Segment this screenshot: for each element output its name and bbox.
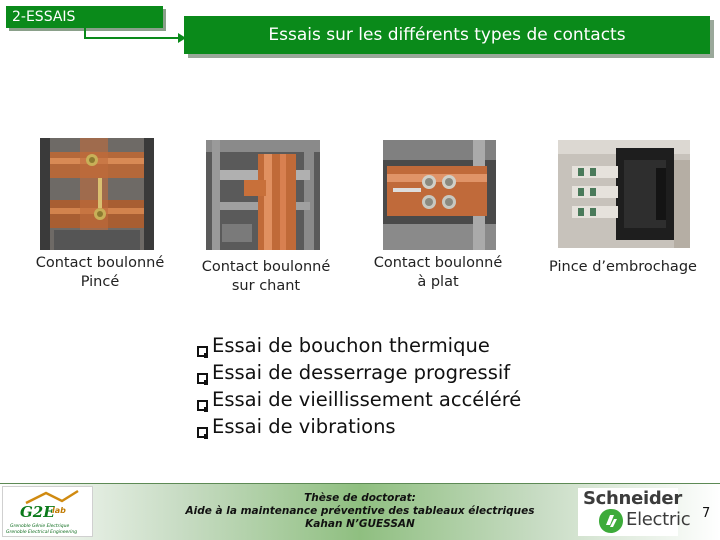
photo-contact-a-plat [383,140,496,250]
g2e-logo-tagline: Grenoble Electrical Engineering [6,530,78,535]
thesis-credit [170,492,550,531]
caption-contact-a-plat [360,254,516,292]
slide-title: Essais sur les différents types de contacts [184,16,710,54]
checkbox-bullet-icon [196,339,209,353]
checkbox-bullet-icon [196,420,209,434]
caption-line: Pince d’embrochage [549,259,697,275]
caption-line: Contact boulonné [201,259,331,275]
list-item-text: Essai de desserrage progressif [212,361,511,384]
caption-contact-sur-chant [188,258,344,296]
g2e-logo-tagline: Grenoble Génie Electrique [10,524,70,529]
schneider-logo-word: Schneider [583,488,682,509]
list-item-text: Essai de vieillissement accéléré [212,388,522,411]
caption-line: à plat [417,274,459,290]
list-item [196,332,521,359]
caption-line: sur chant [231,278,301,294]
list-item-text: Essai de vibrations [212,415,396,438]
electric-logo-word: Electric [626,509,691,530]
thesis-author: Kahan N’GUESSAN [305,518,415,530]
section-tag: 2-ESSAIS [6,6,163,28]
list-item-text: Essai de bouchon thermique [212,334,490,357]
list-item [196,386,521,413]
photo-contact-sur-chant [206,140,320,250]
checkbox-bullet-icon [196,393,209,407]
page-number: 7 [702,506,711,521]
footer-divider [0,483,720,484]
list-item [196,359,521,386]
test-list [196,332,521,440]
g2e-logo-name: G2E [20,503,55,521]
thesis-title: Aide à la maintenance préventive des tableaux électriques [185,505,535,517]
caption-pince-embrochage [536,258,710,277]
checkbox-bullet-icon [196,366,209,380]
list-item [196,413,521,440]
caption-contact-pince [22,254,178,292]
caption-line: Contact boulonné [373,255,503,271]
caption-line: Contact boulonné [35,255,165,271]
connector-line-horizontal [84,37,180,39]
schneider-leaf-icon [598,508,624,534]
g2e-logo-sub: lab [52,506,66,515]
photo-contact-pince [40,138,154,250]
thesis-label: Thèse de doctorat: [304,492,416,504]
photo-pince-embrochage [558,140,690,248]
caption-line: Pincé [80,274,120,290]
